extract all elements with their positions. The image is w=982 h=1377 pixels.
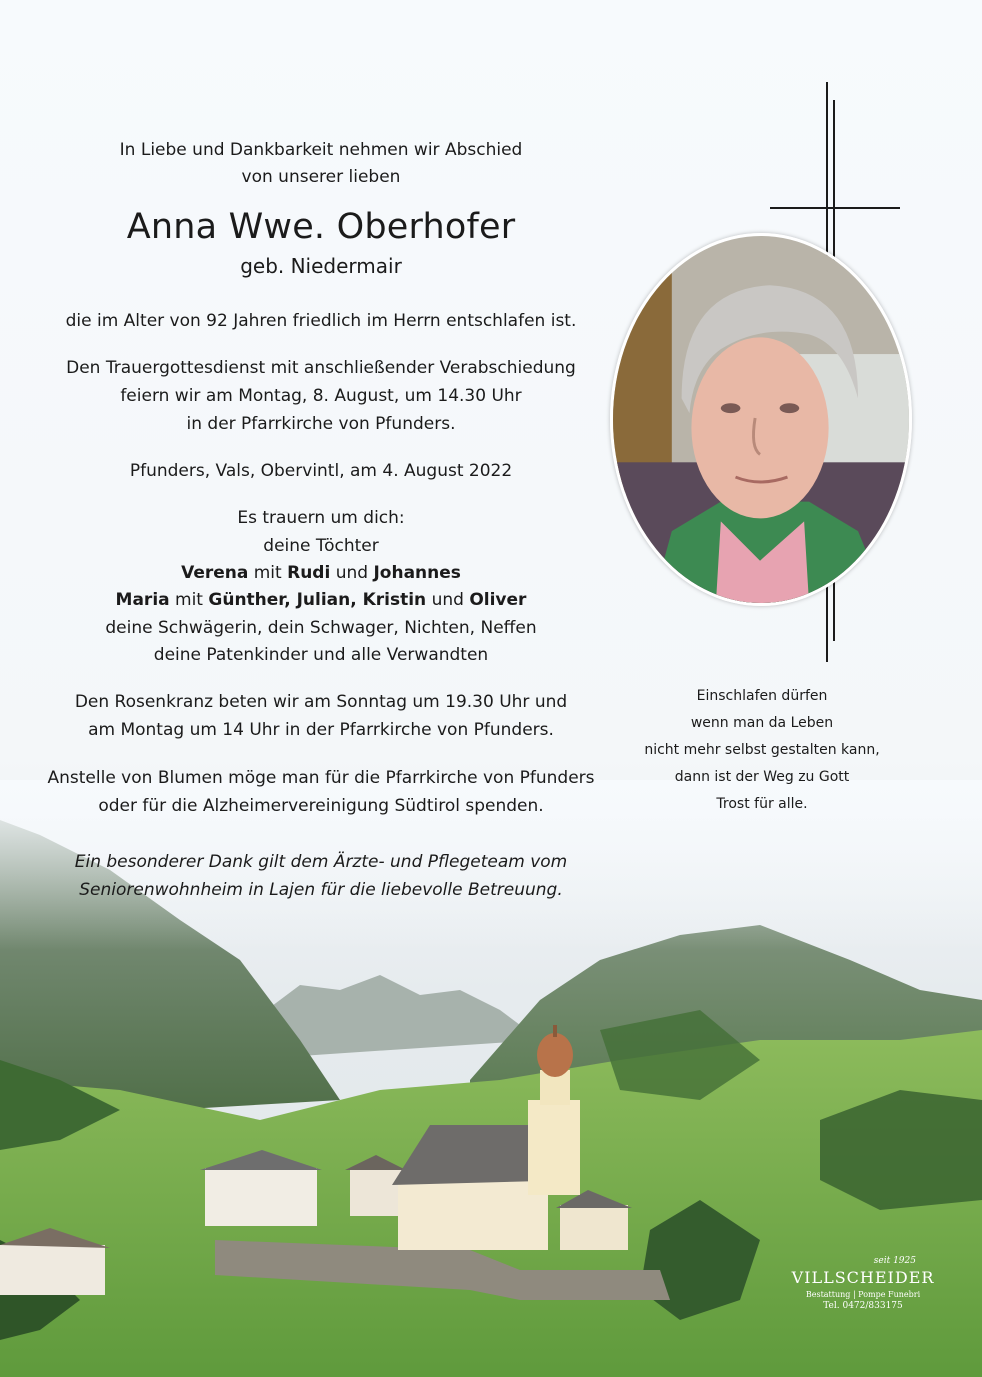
mourner-rudi: Rudi [287,563,331,583]
age-line: die im Alter von 92 Jahren friedlich im Herrn entschlafen ist. [65,311,577,331]
service-line-1: Den Trauergottesdienst mit anschließender Verabschiedung [66,358,576,378]
donation-line-2: oder für die Alzheimervereinigung Südtirol spenden. [98,796,544,816]
mourner-others: Günther, Julian, Kristin [208,590,427,610]
intro-line-2: von unserer lieben [241,167,401,187]
mourners-line-verena [0,563,642,583]
mourner-connector: mit [248,563,288,583]
service-line-2: feiern wir am Montag, 8. August, um 14.30 Uhr [120,386,522,406]
deceased-name: Anna Wwe. Oberhofer [126,207,516,247]
verse-line-3: nicht mehr selbst gestalten kann, [644,742,880,758]
verse-line-1: Einschlafen dürfen [696,688,828,704]
place-date: Pfunders, Vals, Obervintl, am 4. August 2022 [129,461,513,481]
logo-name: VILLSCHEIDER [791,1268,935,1287]
mourners-line-maria [0,590,642,610]
mourner-connector: und [426,590,470,610]
service-line-3: in der Pfarrkirche von Pfunders. [186,414,456,434]
birth-name: geb. Niedermair [240,254,402,278]
rosary-line-2: am Montag um 14 Uhr in der Pfarrkirche von Pfunders. [88,720,554,740]
cross-icon-bar [770,207,900,209]
intro-line-1: In Liebe und Dankbarkeit nehmen wir Abschied [119,140,523,160]
thanks-line-2: Seniorenwohnheim in Lajen für die liebevolle Betreuung. [79,880,563,900]
mourner-verena: Verena [181,563,249,583]
donation-line-1: Anstelle von Blumen möge man für die Pfarrkirche von Pfunders [47,768,595,788]
thanks-line-1: Ein besonderer Dank gilt dem Ärzte- und Pflegeteam vom [74,852,568,872]
mourners-line-4: deine Patenkinder und alle Verwandten [153,645,489,665]
mourner-connector: und [330,563,374,583]
mourners-intro: Es trauern um dich: [237,508,405,528]
mourner-johannes: Johannes [373,563,461,583]
verse-line-5: Trost für alle. [716,796,808,812]
logo-since: seit 1925 [873,1256,916,1266]
mourner-maria: Maria [115,590,170,610]
verse-line-2: wenn man da Leben [690,715,834,731]
logo-phone: Tel. 0472/833175 [823,1301,903,1311]
rosary-line-1: Den Rosenkranz beten wir am Sonntag um 19.30 Uhr und [74,692,568,712]
mourners-daughters: deine Töchter [263,536,379,556]
verse-line-4: dann ist der Weg zu Gott [674,769,850,785]
portrait-photo [610,233,912,606]
mourners-line-3: deine Schwägerin, dein Schwager, Nichten, Neffen [105,618,537,638]
mourner-oliver: Oliver [469,590,527,610]
portrait-image [613,236,909,603]
funeral-home-logo [788,1256,938,1311]
mourner-connector: mit [169,590,209,610]
logo-subtitle: Bestattung | Pompe Funebri [805,1290,921,1299]
